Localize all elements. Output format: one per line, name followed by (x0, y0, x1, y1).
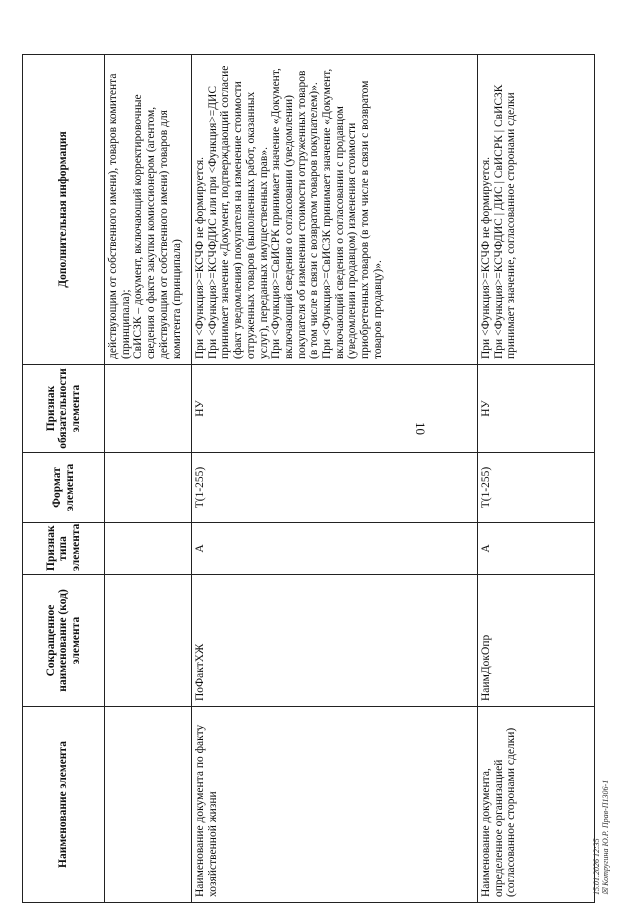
table-row (478, 55, 595, 903)
info-paragraph: При <Функция>=КСЧФ не формируется. (194, 157, 206, 359)
cell-required: НУ (478, 365, 595, 453)
cell-format: Т(1-255) (192, 453, 478, 523)
footer-timestamp: 15.01.2026 12:35 (592, 838, 601, 895)
cell-type (105, 523, 192, 575)
info-paragraph: При <Функция>=КСЧФДИС | ДИС | СвИСРК | СвИСЗК принимает значение, согласованное сторонами сделки (492, 84, 518, 359)
cell-info (192, 55, 478, 365)
footer-author: ☒ Котругина Ю.Р. Прав-П1306-1 (601, 779, 610, 895)
info-paragraph: При <Функция>=СвИСРК принимает значение «Документ, включающий сведения о согласовании (уведомлении) покупателя об изменении стоимости отгруженных товаров (в том числе в связи с возвратом товаров покупателем)». (270, 68, 321, 359)
elements-table (22, 54, 595, 903)
header-short-name: Сокращенное наименование (код) элемента (23, 575, 105, 707)
header-type: Признак типа элемента (23, 523, 105, 575)
cell-info (105, 55, 192, 365)
header-format: Формат элемента (23, 453, 105, 523)
header-name: Наименование элемента (23, 707, 105, 903)
info-paragraph: действующим от собственного имени), товаров комитента (принципала); (107, 73, 132, 359)
info-paragraph: При <Функция>=КСЧФДИС или при <Функция>=ДИС принимает значение «Документ, подтверждающий согласие (факт уведомления) покупателя на изменение стоимости отгруженных товаров (выполненных работ, оказанных услуг), переданных имущественных прав». (206, 65, 270, 359)
cell-format: Т(1-255) (478, 453, 595, 523)
info-paragraph: СвИСЗК – документ, включающий корректировочные сведения о факте закупки комиссионером (агентом, действующим от собственного имени) товаров для комитента (принципала) (132, 94, 183, 359)
cell-required: НУ (192, 365, 478, 453)
cell-info (478, 55, 595, 365)
cell-name (105, 707, 192, 903)
page-number: 10 (413, 422, 428, 435)
cell-name: Наименование документа, определенное организацией (согласованное сторонами сделки) (478, 707, 595, 903)
header-info: Дополнительная информация (23, 55, 105, 365)
cell-format (105, 453, 192, 523)
footer-stamp (592, 780, 610, 895)
cell-short-name: НаимДокОпр (478, 575, 595, 707)
cell-required (105, 365, 192, 453)
info-paragraph: При <Функция>=СвИСЗК принимает значение «Документ, включающий сведения о согласовании с продавцом (уведомлении продавцом) изменения стоимости приобретенных товаров (в том числе в связи с возвратом товаров продавцу)». (321, 68, 384, 359)
cell-name: Наименование документа по факту хозяйственной жизни (192, 707, 478, 903)
cell-type: А (192, 523, 478, 575)
table-header-row (23, 55, 105, 903)
info-paragraph: При <Функция>=КСЧФ не формируется. (480, 157, 492, 359)
cell-short-name: ПоФактХЖ (192, 575, 478, 707)
header-required: Признак обязательности элемента (23, 365, 105, 453)
table-row (105, 55, 192, 903)
cell-short-name (105, 575, 192, 707)
table-row (192, 55, 478, 903)
cell-type: А (478, 523, 595, 575)
